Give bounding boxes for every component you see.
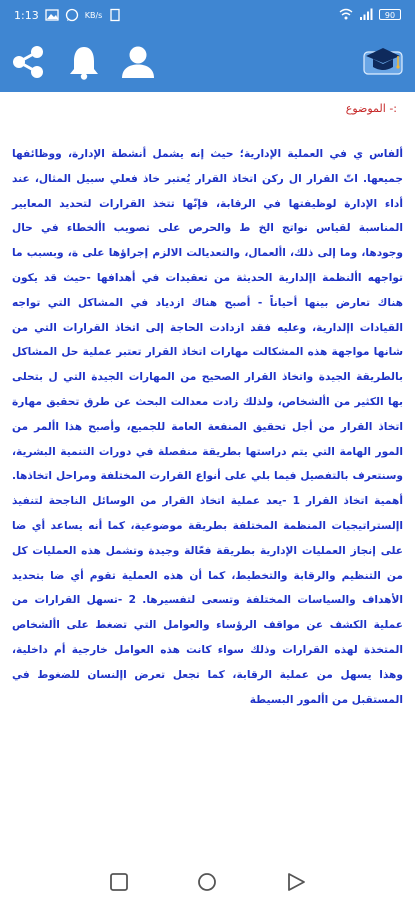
bell-icon <box>67 44 101 80</box>
status-time: 1:13 <box>14 8 39 22</box>
notifications-button[interactable] <box>64 42 104 82</box>
square-icon[interactable] <box>108 871 130 893</box>
app-bar <box>0 30 415 92</box>
image-icon <box>45 8 59 22</box>
app-logo <box>363 44 403 80</box>
article-content <box>0 92 415 862</box>
person-icon <box>120 44 156 80</box>
share-icon <box>10 44 46 80</box>
battery-icon <box>379 9 401 20</box>
article-body: ألفاس ي في العملية الإدارية؛ حيث إنه يشمل أنشطة الإدارة، ووظائفها جميعها. اتّ القرار ال ركن اتخاذ القرار يُعتبر خاذ فعلي سبيل المثال، عند أداء الإدارة لوظيفتها في الرقابة، فإنّها تتخذ القرارات لتحديد المعايير المناسبة لقياس نواتج الخ ط والحرص على تصويب األخطاء في حال وجودها، وما إلى ذلك، األعمال، والتعديالت الالزم إجراؤها على ة، وبسبب ما تواجهه األنظمة اإلدارية الحديثة من تعقيدات في أهدافها -حيث قد يكون هناك تعارض بينها أحياناً - أصبح هناك ازدياد في المشاكل التي تواجه القيادات اإلدارية، وعليه فقد ازدادت الحاجة إلى اتخاذ القرارات التي من شانها مواجهة هذه المشكالت مهارات اتخاذ القرار تعتبر عملية حل المشاكل بالطريقة الجيدة واتخاذ القرار الصحيح من المهارات الجيدة التي ل بتحلى بها الكثير من األشخاص، ولذلك زادت معدالت البحث عن طرق تحقيق مهارة اتخاذ القرار من أجل تحقيق المنفعة العامة للجميع، وأصبح هذا األمر من المور الهامة التي يتم دراستها بطريقة منفصلة في دورات التنمية البشرية، وسنتعرف بالتفصيل فيما بلي على أنواع القرارت المختلفة ومراحل اتخاذها. أهمية اتخاذ القرار 1 -يعد عملية اتخاذ القرار من الوسائل الناجحة لتنفيذ اإلستراتيجيات المنظمة المختلفة بطريقة موضوعية، كما أنه يساعد أي ضا على إنجاز العمليات الإدارية بطريقة فعّالة وجيدة وتشمل هذه العمليات كل من التنظيم والرقابة والتخطيط، كما أن هذه العملية تقوم أي ضا بتحديد الأهداف والسياسات المختلفة وتسعى لتفسيرها. 2 -تسهل القرارات من عملية الكشف عن مواقف الرؤساء والعوامل التي تضغط على األشخاص المتخذة لهذه القرارات وذلك سواء كانت هذه العوامل خارجية أم داخلية، وهذا يسهل من عملية الرقابة، كما تجعل تعرض اإلنسان للضغوط في المستقبل من األمور البسيطة <box>12 148 403 706</box>
battery-level: 90 <box>384 10 396 20</box>
article-heading: :- الموضوع <box>345 102 397 115</box>
status-network: KB/s <box>84 10 103 20</box>
profile-button[interactable] <box>118 42 158 82</box>
circle-icon[interactable] <box>196 871 218 893</box>
whatsapp-icon <box>65 8 79 22</box>
status-right <box>339 7 401 21</box>
sim-icon <box>108 8 122 22</box>
wifi-icon <box>339 7 353 21</box>
system-nav-bar <box>0 862 415 900</box>
signal-icon <box>359 7 373 21</box>
share-button[interactable] <box>8 42 48 82</box>
status-bar <box>0 0 415 30</box>
graduation-cap-icon <box>363 44 403 80</box>
status-left <box>14 8 122 22</box>
triangle-icon[interactable] <box>285 871 307 893</box>
